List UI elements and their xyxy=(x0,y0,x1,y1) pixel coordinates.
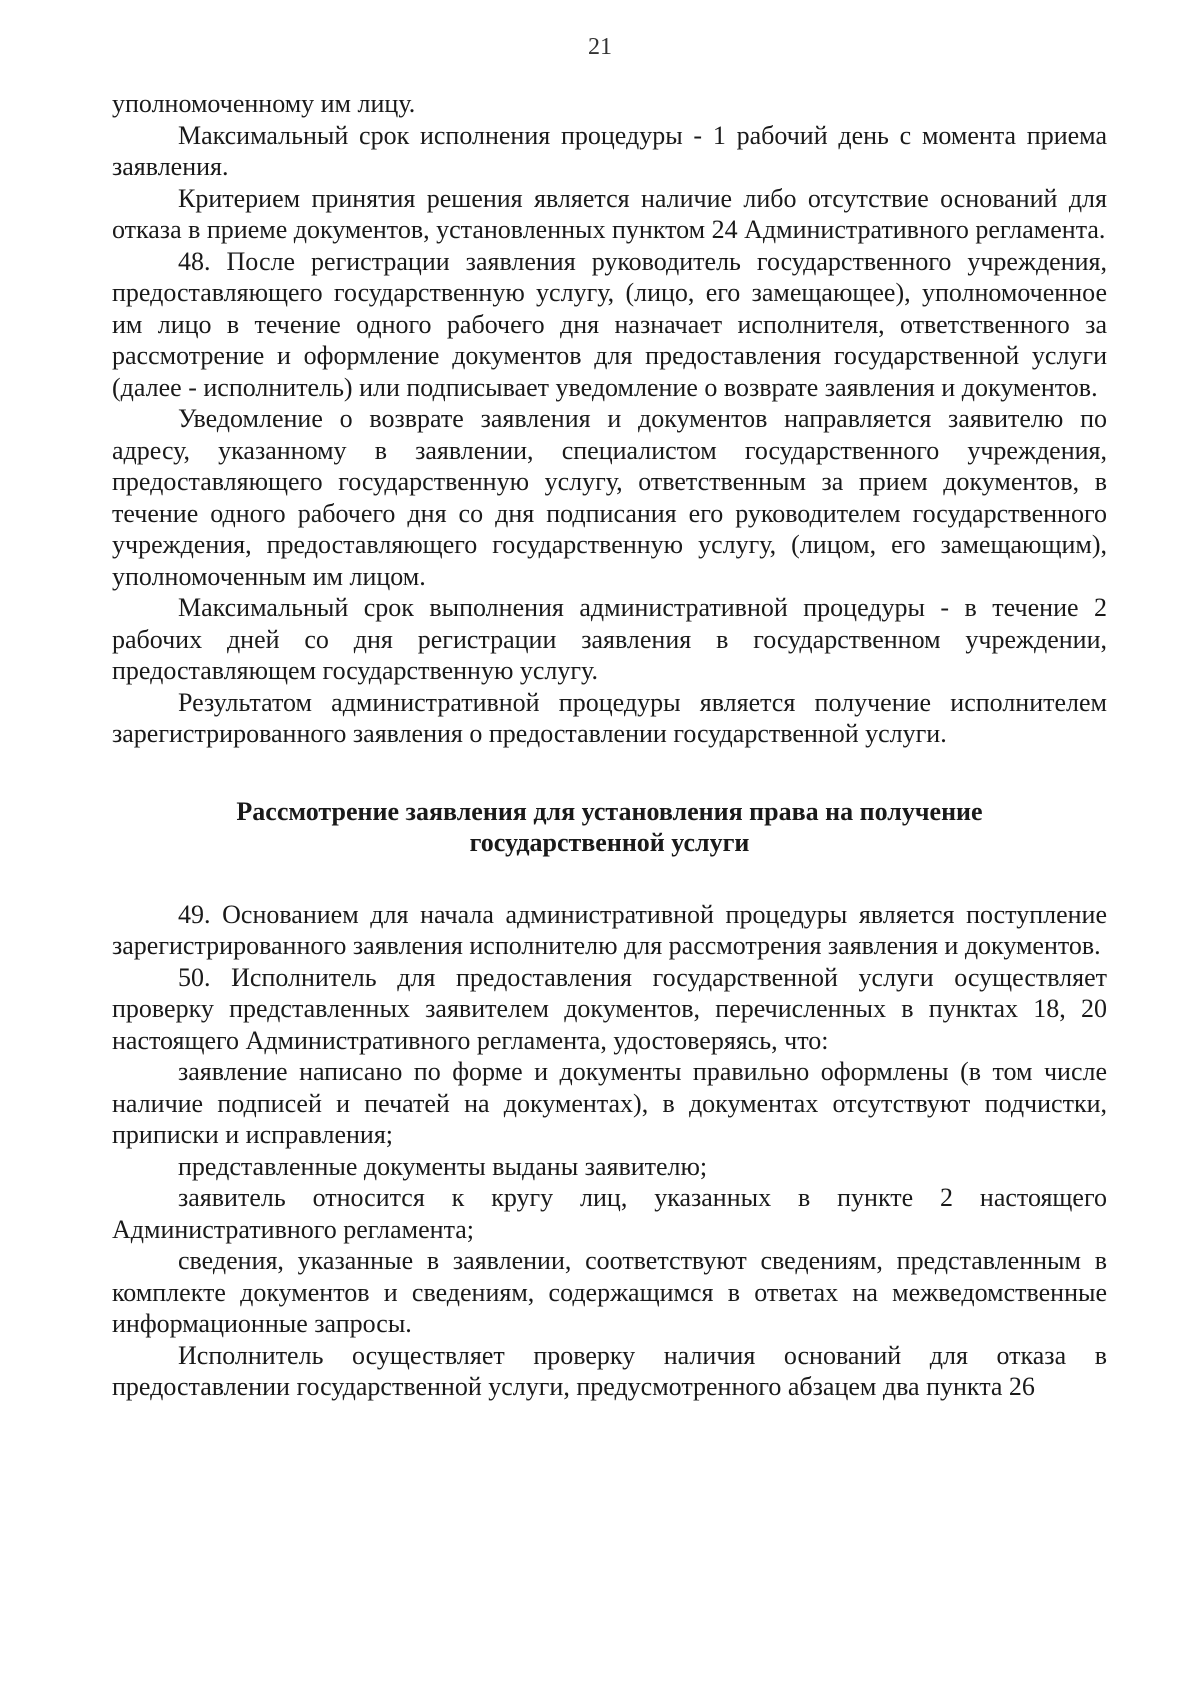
paragraph: заявление написано по форме и документы правильно оформлены (в том числе наличие подписей и печатей на документах), в документах отсутствуют подчистки, приписки и исправления; xyxy=(112,1057,1107,1149)
paragraph: Критерием принятия решения является наличие либо отсутствие оснований для отказа в приеме документов, установленных пунктом 24 Административного регламента. xyxy=(112,183,1107,244)
paragraph: заявитель относится к кругу лиц, указанных в пункте 2 настоящего Административного регламента; xyxy=(112,1183,1107,1244)
paragraph: 48. После регистрации заявления руководитель государственного учреждения, предоставляющего государственную услугу, (лицо, его замещающее), уполномоченное им лицо в течение одного рабочего дня назначает исполнителя, ответственного за рассмотрение и оформление документов для предоставления государственной услуги (далее - исполнитель) или подписывает уведомление о возврате заявления и документов. xyxy=(112,246,1107,402)
paragraph: уполномоченному им лицу. xyxy=(112,89,416,118)
paragraph: Результатом административной процедуры является получение исполнителем зарегистрированного заявления о предоставлении государственной услуги. xyxy=(112,687,1107,748)
paragraph: Уведомление о возврате заявления и документов направляется заявителю по адресу, указанному в заявлении, специалистом государственного учреждения, предоставляющего государственную услугу, ответственным за прием документов, в течение одного рабочего дня со дня подписания его руководителем государственного учреждения, предоставляющего государственную услугу, (лицом, его замещающим), уполномоченным им лицом. xyxy=(112,404,1107,591)
paragraph: Исполнитель осуществляет проверку наличия оснований для отказа в предоставлении государственной услуги, предусмотренного абзацем два пункта 26 xyxy=(112,1340,1107,1401)
paragraph: Максимальный срок выполнения административной процедуры - в течение 2 рабочих дней со дня регистрации заявления в государственном учреждении, предоставляющем государственную услугу. xyxy=(112,593,1107,685)
paragraph: Максимальный срок исполнения процедуры - 1 рабочий день с момента приема заявления. xyxy=(112,120,1107,181)
paragraph: 49. Основанием для начала административной процедуры является поступление зарегистрированного заявления исполнителю для рассмотрения заявления и документов. xyxy=(112,899,1107,960)
section-heading-line: государственной услуги xyxy=(469,828,750,857)
page-number: 21 xyxy=(588,34,612,60)
paragraph: сведения, указанные в заявлении, соответствуют сведениям, представленным в комплекте документов и сведениям, содержащимся в ответах на межведомственные информационные запросы. xyxy=(112,1246,1107,1338)
paragraph: 50. Исполнитель для предоставления государственной услуги осуществляет проверку представленных заявителем документов, перечисленных в пунктах 18, 20 настоящего Административного регламента, удостоверяясь, что: xyxy=(112,962,1107,1055)
section-heading xyxy=(112,796,1107,859)
section-heading-line: Рассмотрение заявления для установления права на получение xyxy=(236,796,983,826)
paragraph: представленные документы выданы заявителю; xyxy=(178,1151,708,1181)
document-body xyxy=(112,88,1107,1403)
